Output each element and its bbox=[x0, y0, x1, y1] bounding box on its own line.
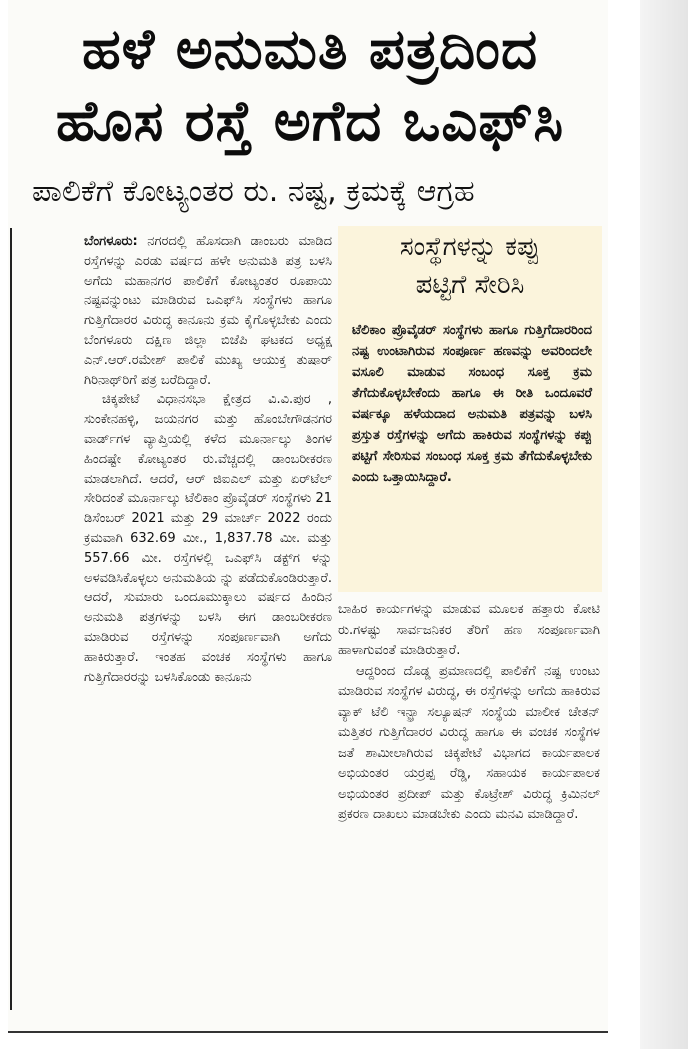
sidebar-title-line-2: ಪಟ್ಟಿಗೆ ಸೇರಿಸಿ bbox=[415, 270, 525, 300]
headline-line-1: ಹಳೆ ಅನುಮತಿ ಪತ್ರದಿಂದ bbox=[81, 17, 539, 82]
headline-line-2: ಹೊಸ ರಸ್ತೆ ಅಗೆದ ಒಎಫ್‌ಸಿ bbox=[55, 89, 565, 154]
article-paragraph-2: ಚಿಕ್ಕಪೇಟೆ ವಿಧಾನಸಭಾ ಕ್ಷೇತ್ರದ ವಿ.ವಿ.ಪುರ , ಸುಂಕೇನಹಳ್ಳಿ, ಜಯನಗರ ಮತ್ತು ಹೊಂಬೇಗೌಡನಗರ ವಾರ್ಡ್‌ಗಳ ವ್ಯಾಪ್ತಿಯಲ್ಲಿ ಕಳೆದ ಮೂರ್ನಾಲ್ಕು ತಿಂಗಳ ಹಿಂದಷ್ಟೇ ಕೋಟ್ಯಂತರ ರು.ವೆಚ್ಚದಲ್ಲಿ ಡಾಂಬರೀಕರಣ ಮಾಡಲಾಗಿದೆ. ಆದರೆ, ಆರ್ ಜಿಐಎಲ್ ಮತ್ತು ಏರ್‌ಟೆಲ್ ಸೇರಿದಂತೆ ಮೂರ್ನಾಲ್ಕು ಟೆಲಿಕಾಂ ಪ್ರೊವೈಡರ್ ಸಂಸ್ಥೆಗಳು 21 ಡಿಸೆಂಬರ್ 2021 ಮತ್ತು 29 ಮಾರ್ಚ್ 2022 ರಂದು ಕ್ರಮವಾಗಿ 632.69 ಮೀ., 1,837.78 ಮೀ. ಮತ್ತು 557.66 ಮೀ. ರಸ್ತೆಗಳಲ್ಲಿ ಒಎಫ್‌ಸಿ ಡಕ್ಟ್‌ಗ ಳನ್ನು ಅಳವಡಿಸಿಕೊಳ್ಳಲು ಅನುಮತಿಯ ನ್ನು ಪಡೆದುಕೊಂಡಿರುತ್ತಾರೆ. ಆದರೆ, ಸುಮಾರು ಒಂದೂಮುಕ್ಕಾಲು ವರ್ಷದ ಹಿಂದಿನ ಅನುಮತಿ ಪತ್ರಗಳನ್ನು ಬಳಸಿ ಈಗ ಡಾಂಬರೀಕರಣ ಮಾಡಿರುವ ರಸ್ತೆಗಳನ್ನು ಸಂಪೂರ್ಣವಾಗಿ ಅಗೆದು ಹಾಕಿರುತ್ತಾರೆ. ಇಂತಹ ವಂಚಕ ಸಂಸ್ಥೆಗಳು ಹಾಗೂ ಗುತ್ತಿಗೆದಾರರನ್ನು ಬಳಸಿಕೊಂಡು ಕಾನೂನು bbox=[84, 392, 332, 685]
dateline: ಬೆಂಗಳೂರು: bbox=[84, 234, 138, 249]
article-paragraph-1 bbox=[84, 232, 332, 390]
article-paragraph-1-text: ನಗರದಲ್ಲಿ ಹೊಸದಾಗಿ ಡಾಂಬರು ಮಾಡಿದ ರಸ್ತೆಗಳನ್ನು ಎರಡು ವರ್ಷದ ಹಳೇ ಅನುಮತಿ ಪತ್ರ ಬಳಸಿ ಅಗೆದು ಮಹಾನಗರ ಪಾಲಿಕೆಗೆ ಕೋಟ್ಯಂತರ ರೂಪಾಯಿ ನಷ್ಟವನ್ನುಂಟು ಮಾಡಿರುವ ಒಎಫ್‌ಸಿ ಸಂಸ್ಥೆಗಳು ಹಾಗೂ ಗುತ್ತಿಗೆದಾರರ ವಿರುದ್ಧ ಕಾನೂನು ಕ್ರಮ ಕೈಗೊಳ್ಳಬೇಕು ಎಂದು ಬೆಂಗಳೂರು ದಕ್ಷಿಣ ಜಿಲ್ಲಾ ಬಿಜೆಪಿ ಘಟಕದ ಅಧ್ಯಕ್ಷ ಎನ್.ಆರ್.ರಮೇಶ್ ಪಾಲಿಕೆ ಮುಖ್ಯ ಆಯುಕ್ತ ತುಷಾರ್ ಗಿರಿನಾಥ್‌ರಿಗೆ ಪತ್ರ ಬರೆದಿದ್ದಾರೆ. bbox=[84, 234, 332, 388]
sidebar-box bbox=[338, 226, 602, 592]
article-right-column bbox=[338, 600, 600, 826]
article-left-column bbox=[84, 232, 332, 687]
sidebar-title-line-1: ಸಂಸ್ಥೆಗಳನ್ನು ಕಪ್ಪು bbox=[399, 232, 541, 262]
left-column-rule bbox=[10, 228, 12, 1010]
sidebar-body: ಟೆಲಿಕಾಂ ಪ್ರೊವೈಡರ್ ಸಂಸ್ಥೆಗಳು ಹಾಗೂ ಗುತ್ತಿಗೆದಾರರಿಂದ ನಷ್ಟ ಉಂಟಾಗಿರುವ ಸಂಪೂರ್ಣ ಹಣವನ್ನು ಅವರಿಂದಲೇ ವಸೂಲಿ ಮಾಡುವ ಸಂಬಂಧ ಸೂಕ್ತ ಕ್ರಮ ತೆಗೆದುಕೊಳ್ಳಬೇಕೆಂದು ಹಾಗೂ ಈ ರೀತಿ ಒಂದೂವರೆ ವರ್ಷಕ್ಕೂ ಹಳೆಯದಾದ ಅನುಮತಿ ಪತ್ರವನ್ನು ಬಳಸಿ ಪ್ರಸ್ತುತ ರಸ್ತೆಗಳನ್ನು ಅಗೆದು ಹಾಕಿರುವ ಸಂಸ್ಥೆಗಳನ್ನು ಕಪ್ಪು ಪಟ್ಟಿಗೆ ಸೇರಿಸುವ ಸಂಬಂಧ ಸೂಕ್ತ ಕ್ರಮ ತೆಗೆದುಕೊಳ್ಳಬೇಕು ಎಂದು ಒತ್ತಾಯಿಸಿದ್ದಾರೆ. bbox=[352, 323, 592, 485]
page-edge-shadow bbox=[640, 0, 688, 1049]
continuation-paragraph-1: ಬಾಹಿರ ಕಾರ್ಯಗಳನ್ನು ಮಾಡುವ ಮೂಲಕ ಹತ್ತಾರು ಕೋಟಿ ರು.ಗಳಷ್ಟು ಸಾರ್ವಜನಿಕರ ತೆರಿಗೆ ಹಣ ಸಂಪೂರ್ಣವಾಗಿ ಹಾಳಾಗುವಂತೆ ಮಾಡಿರುತ್ತಾರೆ. bbox=[338, 602, 600, 658]
continuation-paragraph-2: ಆದ್ದರಿಂದ ದೊಡ್ಡ ಪ್ರಮಾಣದಲ್ಲಿ ಪಾಲಿಕೆಗೆ ನಷ್ಟ ಉಂಟು ಮಾಡಿರುವ ಸಂಸ್ಥೆಗಳ ವಿರುದ್ಧ, ಈ ರಸ್ತೆಗಳನ್ನು ಅಗೆದು ಹಾಕಿರುವ ವ್ಯಾಕ್ ಟೆಲಿ ಇನ್ಫ್ರಾ ಸಲ್ಯೂಷನ್ ಸಂಸ್ಥೆಯ ಮಾಲೀಕ ಚೇತನ್ ಮತ್ತಿತರ ಗುತ್ತಿಗೆದಾರರ ವಿರುದ್ಧ ಹಾಗೂ ಈ ವಂಚಕ ಸಂಸ್ಥೆಗಳ ಜತೆ ಶಾಮೀಲಾಗಿರುವ ಚಿಕ್ಕಪೇಟೆ ವಿಭಾಗದ ಕಾರ್ಯಪಾಲಕ ಅಭಿಯಂತರ ಯರ್ರಪ್ಪ ರೆಡ್ಡಿ, ಸಹಾಯಕ ಕಾರ್ಯಪಾಲಕ ಅಭಿಯಂತರ ಪ್ರದೀಪ್ ಮತ್ತು ಕೊಟ್ರೇಶ್ ವಿರುದ್ಧ ಕ್ರಿಮಿನಲ್ ಪ್ರಕರಣ ದಾಖಲು ಮಾಡಬೇಕು ಎಂದು ಮನವಿ ಮಾಡಿದ್ದಾರೆ. bbox=[338, 663, 600, 822]
subheadline: ಪಾಲಿಕೆಗೆ ಕೋಟ್ಯಂತರ ರು. ನಷ್ಟ, ಕ್ರಮಕ್ಕೆ ಆಗ್ರಹ bbox=[32, 174, 475, 209]
bottom-rule bbox=[8, 1031, 608, 1033]
